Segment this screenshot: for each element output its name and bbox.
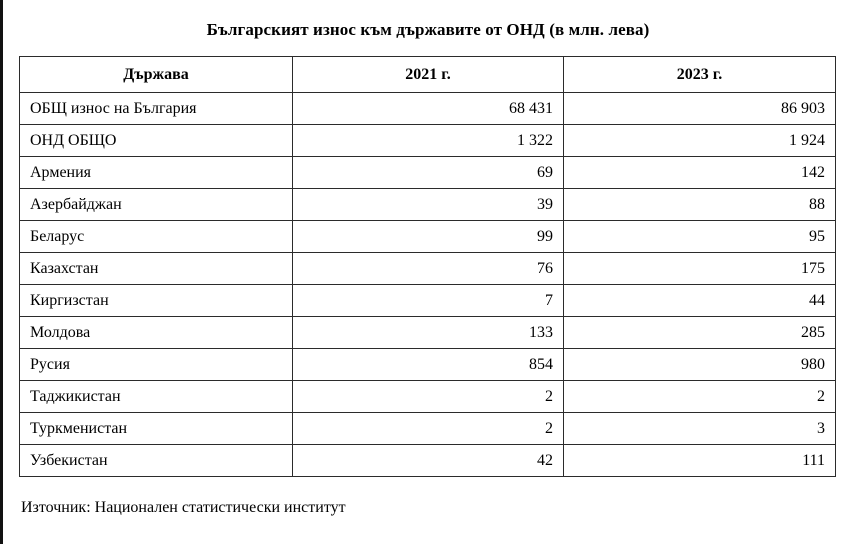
table-row xyxy=(20,253,836,285)
table-row xyxy=(20,221,836,253)
cell-2023: 1 924 xyxy=(564,125,836,157)
cell-country: Молдова xyxy=(20,317,293,349)
cell-2023: 44 xyxy=(564,285,836,317)
cell-2023: 111 xyxy=(564,445,836,477)
cell-2021: 1 322 xyxy=(293,125,564,157)
cell-2023: 2 xyxy=(564,381,836,413)
cell-country: Русия xyxy=(20,349,293,381)
cell-2021: 2 xyxy=(293,381,564,413)
cell-2023: 86 903 xyxy=(564,93,836,125)
table-row xyxy=(20,285,836,317)
cell-2021: 854 xyxy=(293,349,564,381)
cell-country: Узбекистан xyxy=(20,445,293,477)
cell-2023: 285 xyxy=(564,317,836,349)
table-row xyxy=(20,349,836,381)
column-header-country: Държава xyxy=(20,57,293,93)
cell-country: ОБЩ износ на България xyxy=(20,93,293,125)
cell-2023: 142 xyxy=(564,157,836,189)
cell-country: ОНД ОБЩО xyxy=(20,125,293,157)
cell-2021: 7 xyxy=(293,285,564,317)
cell-country: Туркменистан xyxy=(20,413,293,445)
cell-2023: 175 xyxy=(564,253,836,285)
cell-2021: 69 xyxy=(293,157,564,189)
table-row xyxy=(20,125,836,157)
table-row xyxy=(20,445,836,477)
cell-country: Азербайджан xyxy=(20,189,293,221)
table-row xyxy=(20,157,836,189)
table-header-row xyxy=(20,57,836,93)
cell-country: Беларус xyxy=(20,221,293,253)
cell-2023: 88 xyxy=(564,189,836,221)
cell-2021: 99 xyxy=(293,221,564,253)
cell-2021: 2 xyxy=(293,413,564,445)
table-row xyxy=(20,381,836,413)
export-table xyxy=(19,56,836,477)
table-row xyxy=(20,93,836,125)
source-note: Източник: Национален статистически институт xyxy=(21,499,346,516)
cell-2021: 76 xyxy=(293,253,564,285)
cell-2023: 980 xyxy=(564,349,836,381)
cell-country: Таджикистан xyxy=(20,381,293,413)
table-header xyxy=(20,57,836,93)
table-row xyxy=(20,189,836,221)
cell-2023: 3 xyxy=(564,413,836,445)
cell-2023: 95 xyxy=(564,221,836,253)
cell-2021: 42 xyxy=(293,445,564,477)
cell-country: Казахстан xyxy=(20,253,293,285)
cell-country: Киргизстан xyxy=(20,285,293,317)
cell-2021: 133 xyxy=(293,317,564,349)
table-row xyxy=(20,413,836,445)
cell-country: Армения xyxy=(20,157,293,189)
column-header-2021: 2021 г. xyxy=(293,57,564,93)
table-body xyxy=(20,93,836,477)
cell-2021: 68 431 xyxy=(293,93,564,125)
table-row xyxy=(20,317,836,349)
cell-2021: 39 xyxy=(293,189,564,221)
column-header-2023: 2023 г. xyxy=(564,57,836,93)
page-title: Българският износ към държавите от ОНД (в млн. лева) xyxy=(206,20,650,39)
